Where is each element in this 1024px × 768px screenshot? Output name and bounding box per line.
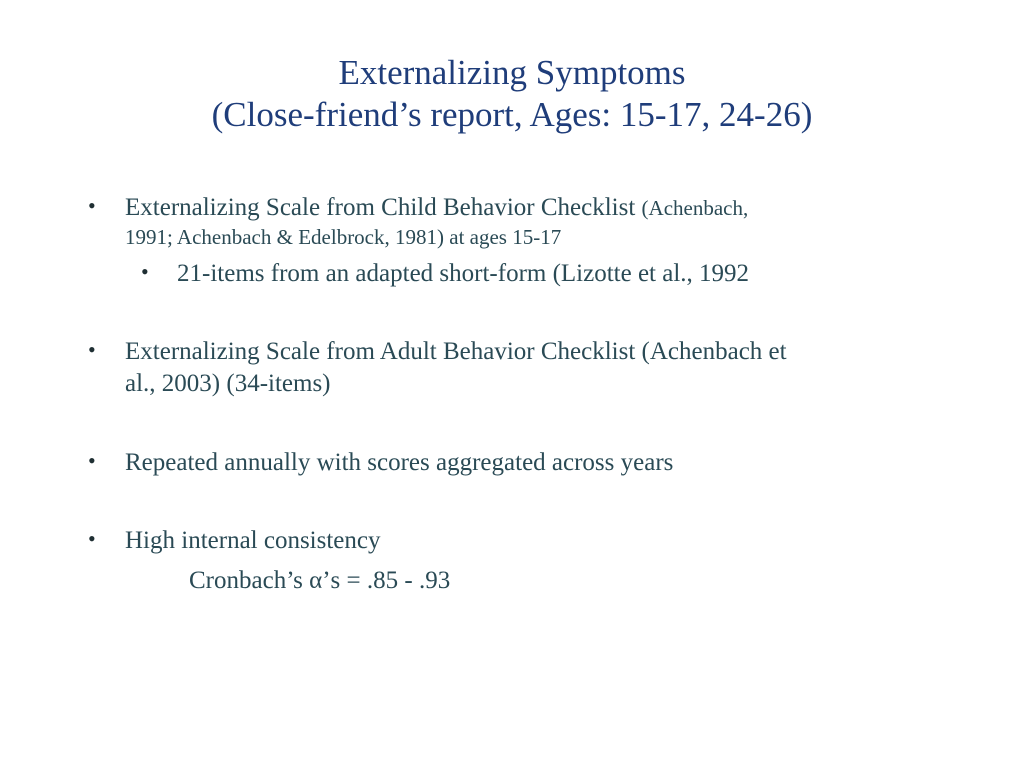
bullet-1-citation: (Achenbach, xyxy=(641,196,749,220)
bullet-4-line-1: High internal consistency xyxy=(125,527,381,554)
bullet-4-line-2: Cronbach’s α’s = .85 - .93 xyxy=(189,567,451,594)
title-line-2: (Close-friend’s report, Ages: 15-17, 24-26) xyxy=(211,95,813,134)
bullet-1-text: Externalizing Scale from Child Behavior Checklist xyxy=(125,194,636,221)
bullet-1-line-1 xyxy=(125,193,748,223)
bullet-glyph-2: • xyxy=(88,337,96,362)
bullet-glyph-4: • xyxy=(88,526,96,551)
slide-title xyxy=(0,52,1024,136)
bullet-2-line-1: Externalizing Scale from Adult Behavior Checklist (Achenbach et xyxy=(125,338,787,365)
bullet-2-line-2: al., 2003) (34-items) xyxy=(125,370,331,397)
bullet-glyph-1: • xyxy=(88,193,96,218)
sub-bullet-glyph: • xyxy=(141,259,149,284)
bullet-1-line-2: 1991; Achenbach & Edelbrock, 1981) at ages 15-17 xyxy=(125,225,562,249)
title-line-1: Externalizing Symptoms xyxy=(338,53,686,92)
bullet-3-text: Repeated annually with scores aggregated across years xyxy=(125,449,674,476)
sub-bullet-text: 21-items from an adapted short-form (Lizotte et al., 1992 xyxy=(177,260,750,287)
bullet-glyph-3: • xyxy=(88,448,96,473)
